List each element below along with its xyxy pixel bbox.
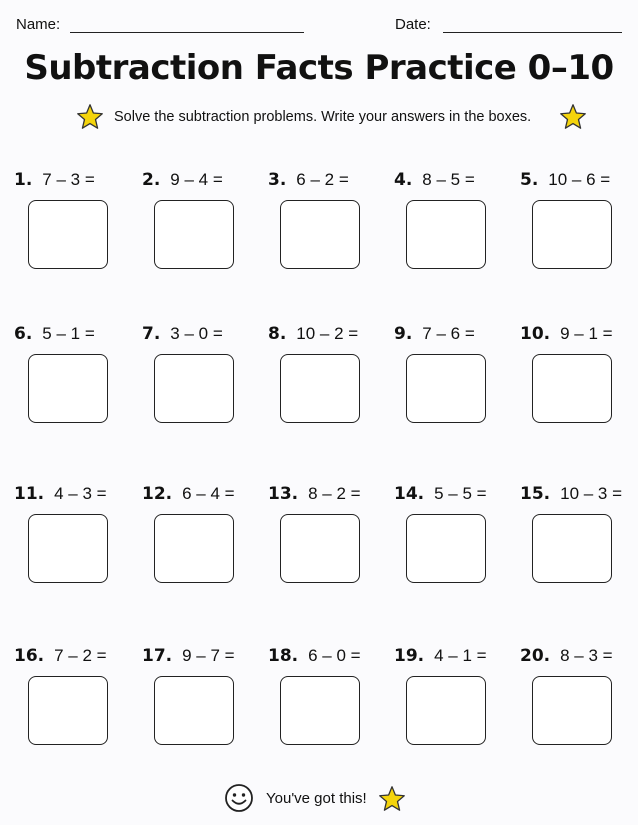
problem-label xyxy=(14,484,107,504)
answer-box[interactable] xyxy=(406,200,486,269)
problem-expression: 4 – 3 = xyxy=(54,484,107,503)
answer-box[interactable] xyxy=(406,676,486,745)
answer-box[interactable] xyxy=(28,676,108,745)
problem-expression: 5 – 1 = xyxy=(42,324,95,343)
problem-number: 3. xyxy=(268,170,287,190)
instructions-text: Solve the subtraction problems. Write your answers in the boxes. xyxy=(114,109,532,125)
problem-number: 16. xyxy=(14,646,45,666)
smiley-icon xyxy=(224,783,254,813)
answer-box[interactable] xyxy=(406,514,486,583)
problem-number: 15. xyxy=(520,484,551,504)
answer-box[interactable] xyxy=(532,354,612,423)
footer xyxy=(0,783,638,815)
problem-number: 13. xyxy=(268,484,299,504)
problem-label xyxy=(268,646,361,666)
answer-box[interactable] xyxy=(280,354,360,423)
answer-box[interactable] xyxy=(154,354,234,423)
name-label: Name: xyxy=(16,16,61,33)
problem-expression: 6 – 4 = xyxy=(182,484,235,503)
answer-box[interactable] xyxy=(154,676,234,745)
problem-expression: 10 – 3 = xyxy=(560,484,623,503)
problem-number: 4. xyxy=(394,170,413,190)
problem-expression: 6 – 0 = xyxy=(308,646,361,665)
problem-expression: 7 – 2 = xyxy=(54,646,107,665)
problem-label xyxy=(14,646,107,666)
problem-number: 12. xyxy=(142,484,173,504)
answer-box[interactable] xyxy=(28,200,108,269)
problem-number: 9. xyxy=(394,324,413,344)
answer-box[interactable] xyxy=(280,200,360,269)
problem-number: 8. xyxy=(268,324,287,344)
problem-label xyxy=(142,484,235,504)
problem-number: 20. xyxy=(520,646,551,666)
problem-number: 17. xyxy=(142,646,173,666)
problem-expression: 4 – 1 = xyxy=(434,646,487,665)
problem-label xyxy=(268,484,361,504)
problem-number: 6. xyxy=(14,324,33,344)
problem-expression: 3 – 0 = xyxy=(170,324,223,343)
answer-box[interactable] xyxy=(28,354,108,423)
answer-box[interactable] xyxy=(532,676,612,745)
answer-box[interactable] xyxy=(154,514,234,583)
answer-box[interactable] xyxy=(280,514,360,583)
problem-number: 14. xyxy=(394,484,425,504)
star-icon xyxy=(378,785,406,813)
problem-expression: 7 – 3 = xyxy=(42,170,95,189)
problem-number: 5. xyxy=(520,170,539,190)
problem-label xyxy=(394,646,487,666)
problem-expression: 8 – 5 = xyxy=(422,170,475,189)
problem-number: 10. xyxy=(520,324,551,344)
problem-label xyxy=(142,324,223,344)
problem-label xyxy=(142,170,223,190)
encouragement-text: You've got this! xyxy=(266,790,367,807)
problem-number: 1. xyxy=(14,170,33,190)
answer-box[interactable] xyxy=(532,200,612,269)
problem-expression: 7 – 6 = xyxy=(422,324,475,343)
problem-expression: 9 – 1 = xyxy=(560,324,613,343)
problem-number: 2. xyxy=(142,170,161,190)
answer-box[interactable] xyxy=(154,200,234,269)
problem-expression: 8 – 3 = xyxy=(560,646,613,665)
problem-number: 7. xyxy=(142,324,161,344)
problem-label xyxy=(394,324,475,344)
answer-box[interactable] xyxy=(532,514,612,583)
problem-label xyxy=(14,324,95,344)
answer-box[interactable] xyxy=(406,354,486,423)
problem-label xyxy=(520,324,613,344)
problem-number: 18. xyxy=(268,646,299,666)
problem-expression: 9 – 4 = xyxy=(170,170,223,189)
problem-number: 19. xyxy=(394,646,425,666)
answer-box[interactable] xyxy=(280,676,360,745)
problem-number: 11. xyxy=(14,484,45,504)
page-title: Subtraction Facts Practice 0–10 xyxy=(24,48,614,88)
problem-label xyxy=(520,646,613,666)
date-label: Date: xyxy=(395,16,431,33)
problem-expression: 10 – 2 = xyxy=(296,324,359,343)
problem-label xyxy=(520,170,610,190)
problem-expression: 6 – 2 = xyxy=(296,170,349,189)
problem-label xyxy=(268,324,358,344)
problem-label xyxy=(142,646,235,666)
problem-label xyxy=(394,484,487,504)
problem-label xyxy=(520,484,622,504)
problem-label xyxy=(394,170,475,190)
problem-expression: 8 – 2 = xyxy=(308,484,361,503)
problem-expression: 5 – 5 = xyxy=(434,484,487,503)
problem-expression: 10 – 6 = xyxy=(548,170,611,189)
problem-expression: 9 – 7 = xyxy=(182,646,235,665)
problem-label xyxy=(268,170,349,190)
problem-label xyxy=(14,170,95,190)
answer-box[interactable] xyxy=(28,514,108,583)
